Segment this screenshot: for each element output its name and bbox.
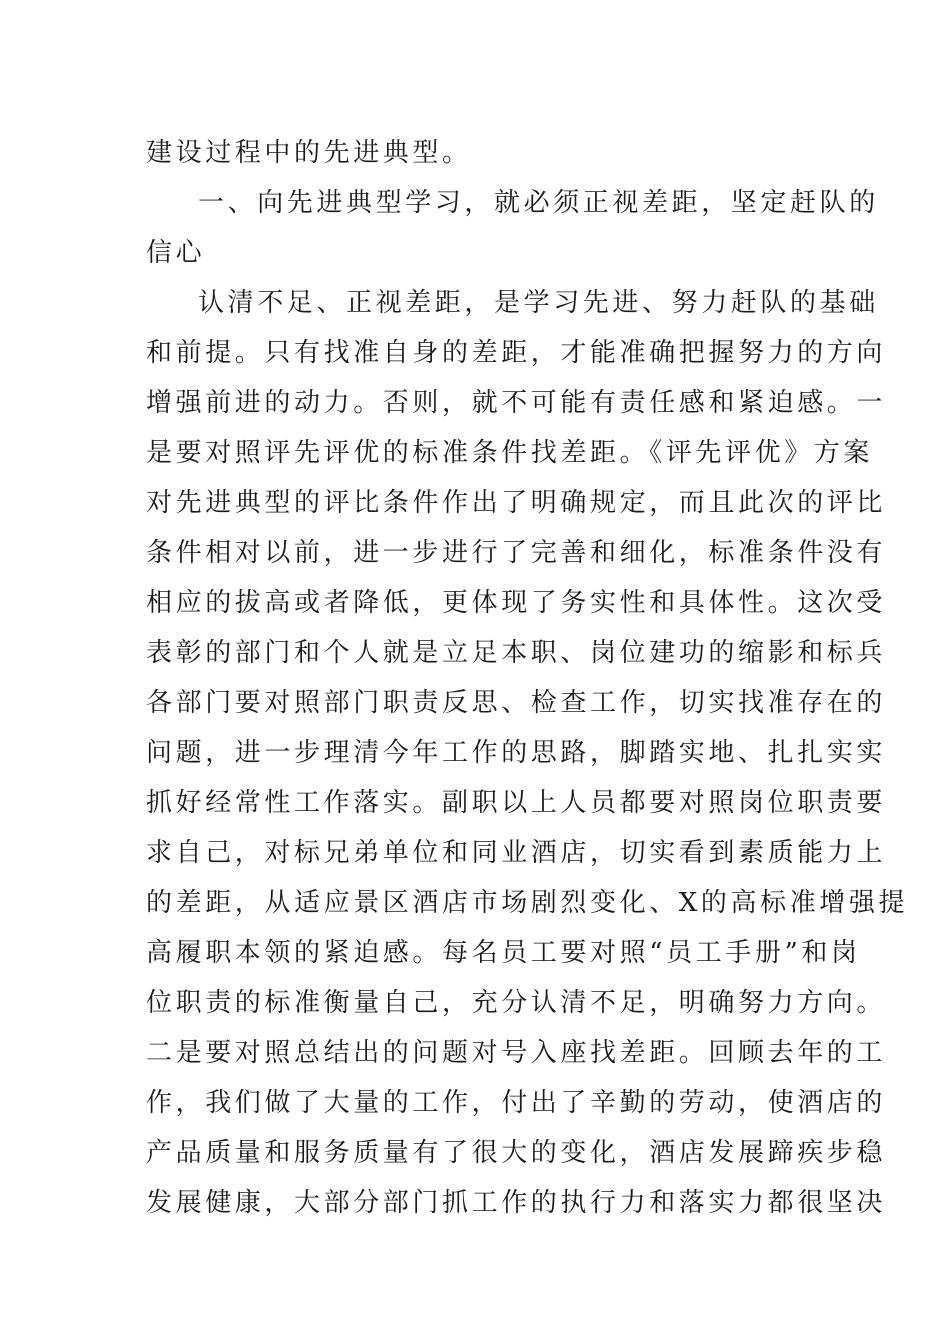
text-line: 位职责的标准衡量自己，充分认清不足，明确努力方向。 [146, 988, 887, 1018]
text-line: 的差距，从适应景区酒店市场剧烈变化、X的高标准增强提 [146, 888, 909, 918]
text-line: 作，我们做了大量的工作，付出了辛勤的劳动，使酒店的 [146, 1088, 887, 1118]
text-line: 和前提。只有找准自身的差距，才能准确把握努力的方向 [146, 338, 887, 368]
text-line: 产品质量和服务质量有了很大的变化，酒店发展蹄疾步稳 [146, 1138, 887, 1168]
text-line: 各部门要对照部门职责反思、检查工作，切实找准存在的 [146, 688, 887, 718]
text-line: 发展健康，大部分部门抓工作的执行力和落实力都很坚决 [146, 1188, 887, 1218]
text-line: 高履职本领的紧迫感。每名员工要对照“员工手册”和岗 [146, 938, 861, 968]
text-line: 认清不足、正视差距，是学习先进、努力赶队的基础 [198, 288, 879, 318]
text-line: 是要对照评先评优的标准条件找差距。《评先评优》方案 [146, 438, 874, 468]
body-text [146, 128, 909, 1228]
text-line: 相应的拔高或者降低，更体现了务实性和具体性。这次受 [146, 588, 887, 618]
text-line: 增强前进的动力。否则，就不可能有责任感和紧迫感。一 [146, 388, 887, 418]
text-line: 建设过程中的先进典型。 [146, 138, 472, 168]
section-heading-line: 一、向先进典型学习，就必须正视差距，坚定赶队的 [198, 188, 879, 218]
text-line: 抓好经常性工作落实。副职以上人员都要对照岗位职责要 [146, 788, 887, 818]
section-heading-line: 信心 [146, 238, 206, 268]
text-line: 求自己，对标兄弟单位和同业酒店，切实看到素质能力上 [146, 838, 887, 868]
text-line: 条件相对以前，进一步进行了完善和细化，标准条件没有 [146, 538, 887, 568]
text-line: 二是要对照总结出的问题对号入座找差距。回顾去年的工 [146, 1038, 887, 1068]
text-line: 表彰的部门和个人就是立足本职、岗位建功的缩影和标兵 [146, 638, 887, 668]
text-line: 对先进典型的评比条件作出了明确规定，而且此次的评比 [146, 488, 887, 518]
text-line: 问题，进一步理清今年工作的思路，脚踏实地、扎扎实实 [146, 738, 887, 768]
